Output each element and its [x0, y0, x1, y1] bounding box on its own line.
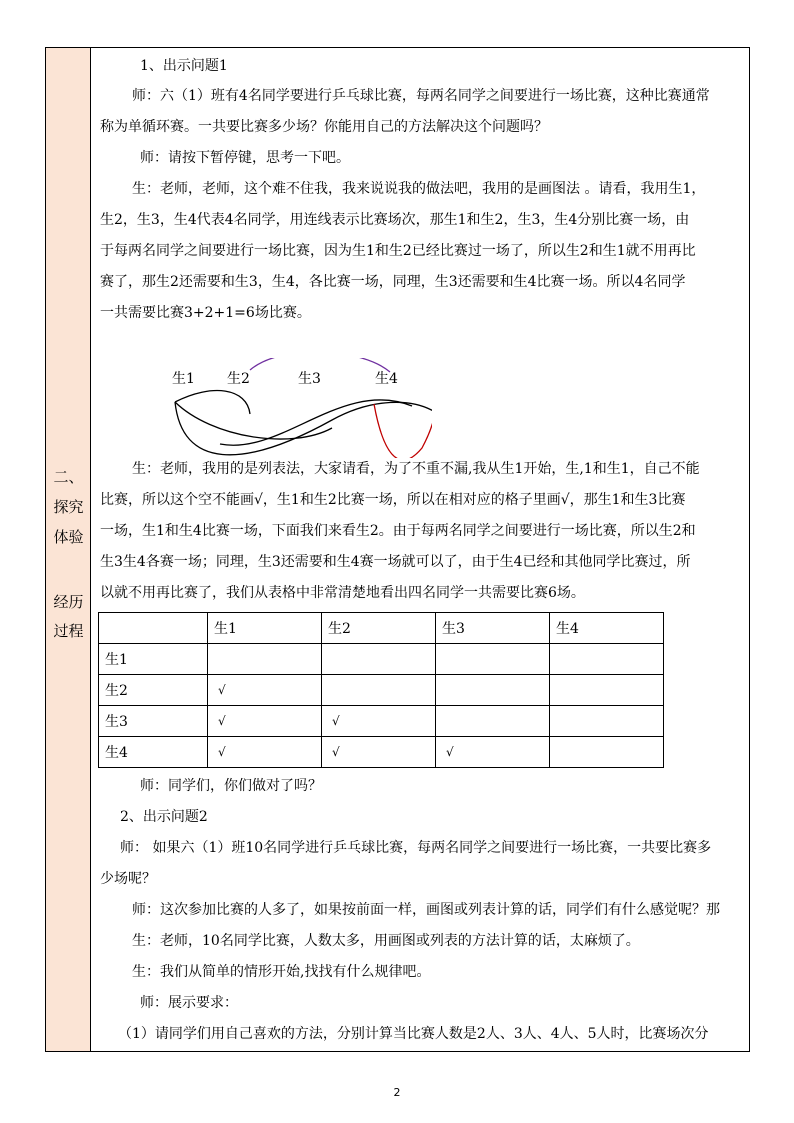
line-3-4	[374, 404, 432, 458]
lesson-content	[92, 48, 749, 1051]
text-line: 师：这次参加比赛的人多了，如果按前面一样，画图或列表计算的话，同学们有什么感觉呢？那	[132, 902, 720, 918]
table-cell: √	[436, 737, 550, 768]
text-line: 生：老师，我用的是列表法，大家请看，为了不重不漏,我从生1开始，生,1和生1，自己不能	[132, 461, 700, 477]
table-header-cell: 生3	[436, 613, 550, 644]
row-label: 生4	[99, 737, 208, 768]
match-line-diagram	[172, 358, 432, 458]
text-line: 生：老师，10名同学比赛，人数太多，用画图或列表的方法计算的话，太麻烦了。	[132, 933, 640, 949]
text-line: 于每两名同学之间要进行一场比赛，因为生1和生2已经比赛过一场了，所以生2和生1就不用再比	[100, 243, 696, 259]
table-header-row	[99, 613, 664, 644]
line-2-4	[250, 358, 390, 372]
page-number: 2	[393, 1086, 401, 1099]
section-sidebar	[46, 48, 91, 1051]
text-line: 师：同学们，你们做对了吗？	[140, 778, 322, 794]
table-row	[99, 644, 664, 675]
section-label-3: 体验	[53, 528, 84, 546]
table-cell	[99, 613, 208, 644]
text-line: 生：我们从简单的情形开始,找找有什么规律吧。	[132, 964, 431, 980]
section-label-2: 探究	[53, 498, 84, 516]
problem-1-heading: 1、出示问题1	[140, 58, 228, 74]
line-1-2	[175, 391, 250, 414]
text-line: 生2，生3，生4代表4名同学，用连线表示比赛场次，那生1和生2，生3，生4分别比赛一场，由	[100, 212, 690, 228]
table-cell	[436, 706, 550, 737]
table-cell	[550, 706, 664, 737]
table-cell: √	[322, 706, 436, 737]
section-label-4: 经历	[53, 593, 84, 611]
text-line: 师：六（1）班有4名同学要进行乒乓球比赛，每两名同学之间要进行一场比赛，这种比赛通常	[132, 88, 710, 104]
text-line: 生3生4各赛一场；同理，生3还需要和生4赛一场就可以了，由于生4已经和其他同学比赛过，所	[100, 554, 691, 570]
text-line: 比赛，所以这个空不能画√，生1和生2比赛一场，所以在相对应的格子里画√，那生1和生3比赛	[100, 492, 686, 508]
row-label: 生3	[99, 706, 208, 737]
problem-2-heading: 2、出示问题2	[120, 809, 208, 825]
text-line: 师：请按下暂停键，思考一下吧。	[140, 150, 350, 166]
table-cell	[550, 644, 664, 675]
lesson-frame	[45, 47, 750, 1052]
line-1-4	[175, 402, 432, 455]
table-cell: √	[322, 737, 436, 768]
table-row	[99, 706, 664, 737]
table-cell	[550, 675, 664, 706]
diagram-label-1: 生1	[172, 371, 195, 387]
table-cell	[322, 644, 436, 675]
table-row	[99, 675, 664, 706]
table-cell	[436, 675, 550, 706]
text-line: 一共需要比赛3+2+1=6场比赛。	[100, 305, 311, 321]
diagram-label-2: 生2	[227, 371, 250, 387]
table-cell	[550, 737, 664, 768]
text-line: 以就不用再比赛了，我们从表格中非常清楚地看出四名同学一共需要比赛6场。	[100, 585, 585, 601]
row-label: 生2	[99, 675, 208, 706]
connection-lines	[172, 358, 432, 458]
text-line: 师： 如果六（1）班10名同学进行乒乓球比赛，每两名同学之间要进行一场比赛，一共要比赛多	[120, 840, 712, 856]
table-header-cell: 生2	[322, 613, 436, 644]
text-line: 少场呢？	[100, 871, 156, 887]
text-line: （1）请同学们用自己喜欢的方法，分别计算当比赛人数是2人、3人、4人、5人时，比赛场次分	[118, 1026, 709, 1042]
table-cell: √	[208, 706, 322, 737]
table-row	[99, 737, 664, 768]
section-label-1: 二、	[53, 468, 84, 486]
table-header-cell: 生1	[208, 613, 322, 644]
text-line: 一场，生1和生4比赛一场，下面我们来看生2。由于每两名同学之间要进行一场比赛，所以生2和	[100, 523, 696, 539]
text-line: 师：展示要求：	[140, 995, 238, 1011]
diagram-label-4: 生4	[375, 371, 398, 387]
section-label-5: 过程	[53, 622, 84, 640]
text-line: 称为单循环赛。一共要比赛多少场？你能用自己的方法解决这个问题吗？	[100, 119, 548, 135]
table-cell	[436, 644, 550, 675]
table-cell: √	[208, 737, 322, 768]
table-cell	[208, 644, 322, 675]
row-label: 生1	[99, 644, 208, 675]
table-header-cell: 生4	[550, 613, 664, 644]
table-cell	[322, 675, 436, 706]
text-line: 赛了，那生2还需要和生3，生4，各比赛一场，同理，生3还需要和生4比赛一场。所以4名同学	[100, 274, 686, 290]
text-line: 生：老师，老师，这个难不住我，我来说说我的做法吧，我用的是画图法 。请看，我用生1，	[132, 181, 706, 197]
match-table	[98, 612, 664, 768]
diagram-label-3: 生3	[298, 371, 321, 387]
table-cell: √	[208, 675, 322, 706]
